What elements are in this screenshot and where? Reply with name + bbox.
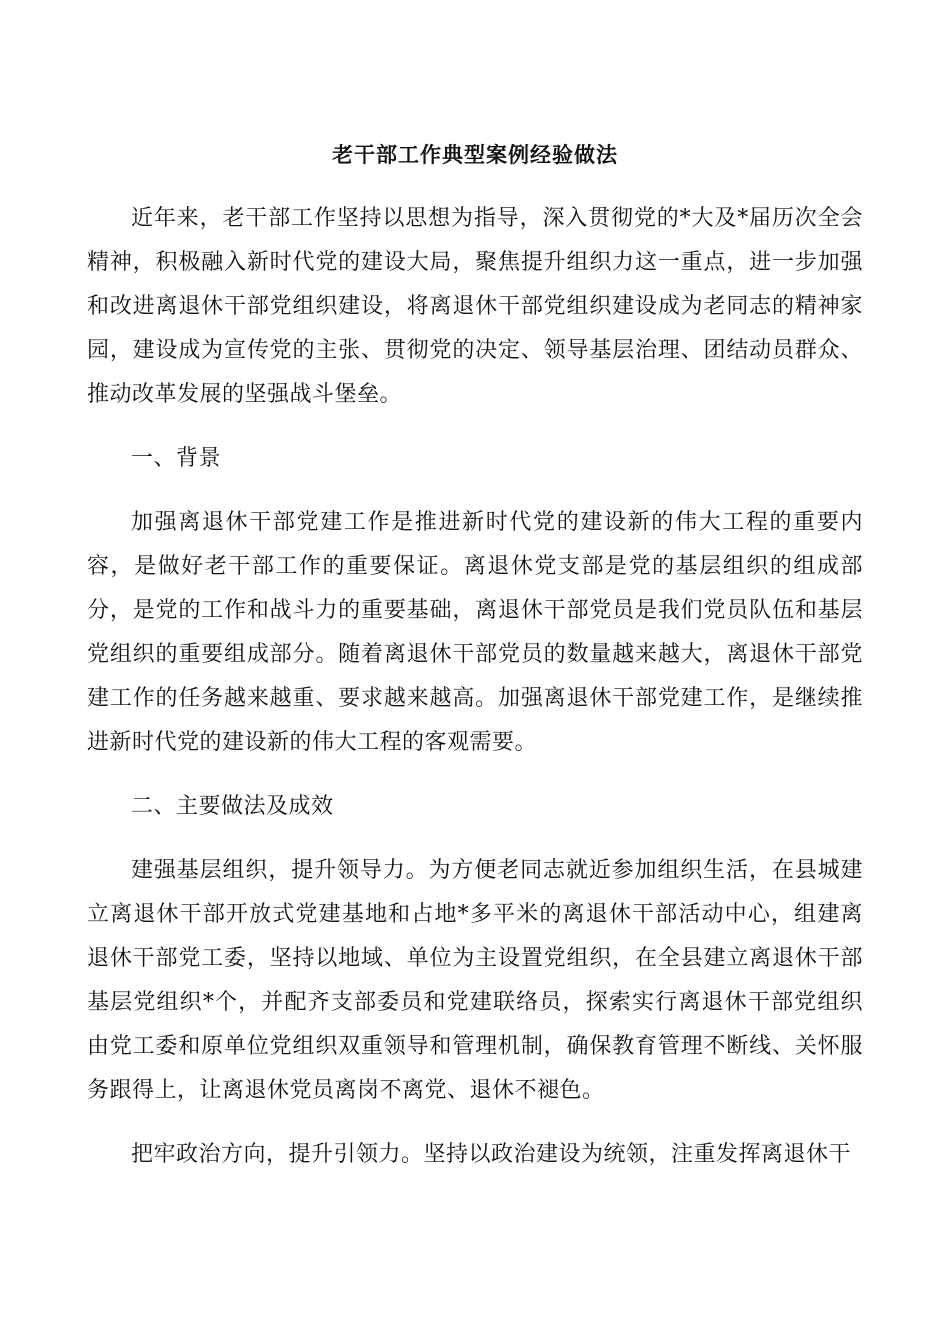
document-title: 老干部工作典型案例经验做法 — [332, 142, 618, 167]
practice-paragraph-organization: 建强基层组织，提升领导力。为方便老同志就近参加组织生活，在县城建立离退休干部开放式党建基地和占地*多平米的离退休干部活动中心，组建离退休干部党工委，坚持以地域、单位为主设置党组织，在全县建立离退休干部基层党组织*个，并配齐支部委员和党建联络员，探索实行离退休干部党组织由党工委和原单位党组织双重领导和管理机制，确保教育管理不断线、关怀服务跟得上，让离退休党员离岗不离党、退休不褪色。 — [87, 858, 863, 1103]
practice-paragraph-political: 把牢政治方向，提升引领力。坚持以政治建设为统领，注重发挥离退休干 — [131, 1142, 852, 1167]
intro-paragraph: 近年来，老干部工作坚持以思想为指导，深入贯彻党的*大及*届历次全会精神，积极融入新时代党的建设大局，聚焦提升组织力这一重点，进一步加强和改进离退休干部党组织建设，将离退休干部党组织建设成为老同志的精神家园，建设成为宣传党的主张、贯彻党的决定、领导基层治理、团结动员群众、推动改革发展的坚强战斗堡垒。 — [87, 206, 863, 407]
section-heading-background: 一、背景 — [131, 446, 222, 471]
background-paragraph: 加强离退休干部党建工作是推进新时代党的建设新的伟大工程的重要内容，是做好老干部工作的重要保证。离退休党支部是党的基层组织的组成部分，是党的工作和战斗力的重要基础，离退休干部党员是我们党员队伍和基层党组织的重要组成部分。随着离退休干部党员的数量越来越大，离退休干部党建工作的任务越来越重、要求越来越高。加强离退休干部党建工作，是继续推进新时代党的建设新的伟大工程的客观需要。 — [87, 510, 863, 755]
document-body — [87, 197, 863, 1197]
section-heading-practices: 二、主要做法及成效 — [131, 794, 334, 819]
